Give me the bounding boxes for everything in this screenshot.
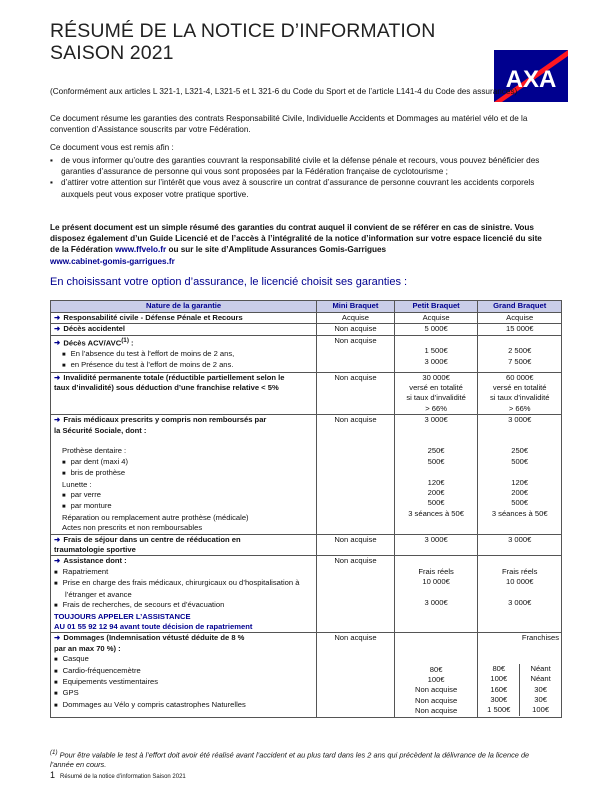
title-line-1: RÉSUMÉ DE LA NOTICE D’INFORMATION — [50, 20, 436, 42]
header-mini: Mini Braquet — [317, 301, 395, 313]
arrow-icon: ➜ — [54, 324, 61, 334]
conformement-text: (Conformément aux articles L 321-1, L321-4, L321-5 et L 321-6 du Code du Sport et de l’article L141-4 du Code des assurances) — [50, 87, 518, 96]
franchises-label: Franchises — [521, 633, 559, 643]
table-row: ➜ Responsabilité civile - Défense Pénale et Recours Acquise Acquise Acquise — [51, 313, 562, 324]
arrow-icon: ➜ — [54, 534, 61, 544]
header-petit: Petit Braquet — [394, 301, 478, 313]
table-row: ➜ Invalidité permanente totale (réductible partiellement selon le taux d’invalidité) sous déduction d’une franchise relative < 5% Non acquise 30 000€ versé en totalité si taux d’invalidité > 66% 60 000€ versé en totalité si taux d’invalidité > 66% — [51, 372, 562, 415]
ffvelo-link[interactable]: www.ffvelo.fr — [115, 245, 167, 255]
guarantees-table — [50, 300, 562, 718]
arrow-icon: ➜ — [54, 372, 61, 382]
assistance-warning: TOUJOURS APPELER L’ASSISTANCE — [54, 611, 191, 621]
table-row: ➜ Frais médicaux prescrits y compris non remboursés par la Sécurité Sociale, dont : Prothèse dentaire : ■ par dent (maxi 4) ■ bris de prothèse Lunette : ■ par verre ■ par monture Réparation ou remplacement autre prothèse (médicale) Actes non prescrits et non remboursables Non acquise 3 000€ 250€ 500€ 120€ 200€ 500€ 3 séances à 50€ 3 000€ 250€ 500€ 120€ 200€ 500€ 3 séances à 50€ — [51, 415, 562, 534]
list-item: ▪ de vous informer qu’outre des garanties couvrant la responsabilité civile et la défense pénale et recours, vous pouvez bénéficier des garanties d’assurance de personne qui vous sont proposées par la Fédération française de cyclotourisme ; — [50, 156, 540, 177]
arrow-icon: ➜ — [54, 556, 61, 566]
table-row: ➜ Assistance dont : ■ Rapatriement ■ Prise en charge des frais médicaux, chirurgicaux ou d’hospitalisation à l’étranger et avance ■ Frais de recherches, de secours et d’évacuation TOUJOURS APPELER L’ASSISTANCE AU 01 55 92 12 94 avant toute décision de rapatriement Non acquise Frais réels 10 000€ 3 000€ Frais réels 10 000€ 3 000€ — [51, 556, 562, 633]
reference-paragraph: Le présent document est un simple résumé des garanties du contrat auquel il convient de se référer en cas de sinistre. Vous disposez également d’un Guide Licencié et de l’accès à l’intégralité de la notice d’information sur votre espace licencié du site de la Fédération www.ffvelo.fr ou sur le site d’Amplitude Assurances Gomis-Garrigues www.cabinet-gomis-garrigues.fr — [50, 223, 542, 266]
title-line-2: SAISON 2021 — [50, 42, 174, 64]
arrow-icon: ➜ — [54, 338, 61, 348]
footer-text: Résumé de la notice d’information Saison 2021 — [60, 774, 186, 780]
header-grand: Grand Braquet — [478, 301, 562, 313]
arrow-icon: ➜ — [54, 415, 61, 425]
table-header-row — [51, 301, 562, 313]
arrow-icon: ➜ — [54, 313, 61, 322]
table-row: ➜ Décès ACV/AVC$^{(1)}$ : ■ En l’absence du test à l’effort de moins de 2 ans, ■ en Présence du test à l’effort de moins de 2 ans. Non acquise 1 500€ 3 000€ 2 500€ 7 500€ — [51, 335, 562, 372]
footnote: $^{(1)}$ Pour être valable le test à l’effort doit avoir été réalisé avant l’accident et au plus tard dans les 2 ans qui précèdent la délivrance de la licence de l’année en cours. — [50, 749, 530, 770]
list-item: ▪ d’attirer votre attention sur l’intérêt que vous avez à souscrire un contrat d’assurance de personne couvrant les accidents corporels auxquels peut vous exposer votre pratique sportive. — [50, 178, 535, 199]
page-number: 1 — [50, 770, 56, 780]
section-subtitle: En choisissant votre option d’assurance, le licencié choisit ses garanties : — [50, 276, 408, 288]
header-nature: Nature de la garantie — [51, 301, 317, 313]
table-row: ➜ Dommages (Indemnisation vétusté déduite de 8 % par an max 70 %) : ■ Casque ■ Cardio-fréquencemètre ■ Equipements vestimentaires ■ GPS ■ Dommages au Vélo y compris catastrophes Naturelles Non acquise 80€ 100€ Non acquise Non acquise Non acquise Franchises 80€ 100€ 160€ 300€ 1 500€ Néant Néant 30€ 30€ 100€ — [51, 633, 562, 717]
svg-text:AXA: AXA — [505, 66, 557, 93]
arrow-icon: ➜ — [54, 633, 61, 643]
assistance-phone: AU 01 55 92 12 94 avant toute décision de rapatriement — [54, 621, 253, 631]
bullet-list — [50, 155, 550, 200]
table-row: ➜ Frais de séjour dans un centre de rééducation en traumatologie sportive Non acquise 3 000€ 3 000€ — [51, 534, 562, 556]
page-title — [50, 20, 435, 64]
gomis-garrigues-link[interactable]: www.cabinet-gomis-garrigues.fr — [50, 256, 175, 266]
remis-afin-text: Ce document vous est remis afin : — [50, 143, 174, 152]
table-row: ➜ Décès accidentel Non acquise 5 000€ 15 000€ — [51, 324, 562, 335]
page-footer — [50, 770, 186, 780]
intro-text: Ce document résume les garanties des contrats Responsabilité Civile, Individuelle Accidents et Dommages au matériel vélo et de la convention d’Assistance souscrits par votre Fédération. — [50, 114, 528, 135]
